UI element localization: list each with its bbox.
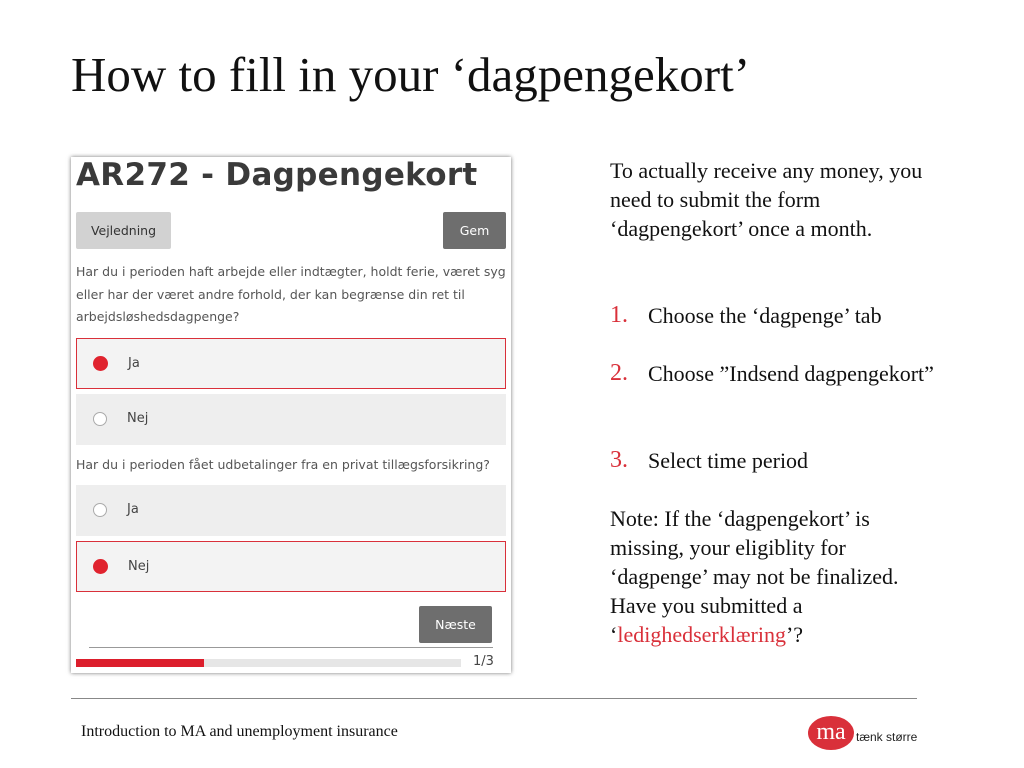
question-private-insurance: Har du i perioden fået udbetalinger fra en privat tillægsforsikring? — [76, 457, 490, 472]
intro-text: To actually receive any money, you need to submit the form ‘dagpengekort’ once a month. — [610, 158, 923, 241]
q2-option-yes[interactable] — [76, 485, 506, 536]
question-work-income: Har du i perioden haft arbejde eller indtægter, holdt ferie, været syg eller har der været andre forhold, der kan begrænse din ret til arbejdsløshedsdagpenge? — [76, 264, 506, 324]
progress-bar-fill — [76, 659, 204, 667]
step-text: Choose ”Indsend dagpengekort” — [648, 361, 934, 386]
radio-selected-icon[interactable] — [93, 356, 108, 371]
step-text: Select time period — [648, 448, 809, 473]
step-number: 2. — [610, 360, 628, 386]
note-text — [610, 504, 930, 649]
radio-unselected-icon[interactable] — [93, 412, 107, 426]
next-button[interactable]: Næste — [419, 606, 492, 643]
progress-bar — [76, 659, 461, 667]
option-label: Nej — [127, 411, 149, 426]
save-button[interactable]: Gem — [443, 212, 506, 249]
logo-tagline: tænk større — [856, 730, 918, 744]
step-text: Choose the ‘dagpenge’ tab — [648, 303, 882, 328]
q1-option-yes[interactable] — [76, 338, 506, 389]
q1-option-no[interactable] — [76, 394, 506, 445]
step-number: 1. — [610, 302, 628, 328]
option-label: Ja — [128, 356, 140, 371]
note-link[interactable]: ledighedserklæring — [617, 622, 786, 647]
step-number: 3. — [610, 447, 628, 473]
note-prefix: Note: If the ‘dagpengekort’ is missing, your eligiblity for ‘dagpenge’ may not be finalized. Have you submitted a ‘ — [610, 506, 899, 647]
footer-text: Introduction to MA and unemployment insurance — [81, 723, 398, 740]
divider — [89, 647, 493, 648]
progress-label: 1/3 — [473, 654, 494, 669]
footer-divider — [71, 698, 917, 699]
form-screenshot — [71, 157, 511, 673]
ma-logo — [808, 716, 928, 756]
radio-selected-icon[interactable] — [93, 559, 108, 574]
form-title: AR272 - Dagpengekort — [76, 157, 478, 193]
q2-option-no[interactable] — [76, 541, 506, 592]
logo-mark: ma — [808, 716, 854, 750]
option-label: Nej — [128, 559, 150, 574]
radio-unselected-icon[interactable] — [93, 503, 107, 517]
guide-button[interactable]: Vejledning — [76, 212, 171, 249]
note-suffix: ’? — [785, 622, 804, 647]
option-label: Ja — [127, 502, 139, 517]
page-title: How to fill in your ‘dagpengekort’ — [71, 47, 751, 102]
